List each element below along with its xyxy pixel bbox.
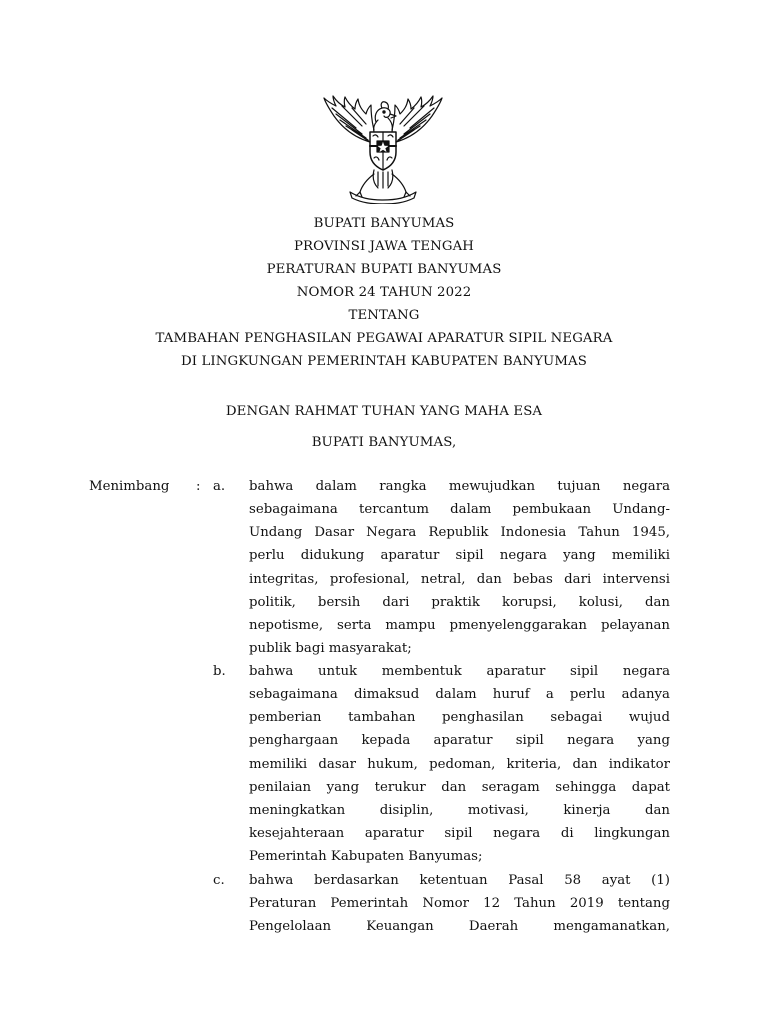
item-letter-b: b. [213, 664, 226, 679]
item-text-c [249, 869, 670, 938]
text-line: publik bagi masyarakat; [249, 640, 412, 656]
regarding-label: TENTANG [348, 308, 420, 323]
text-line: politik, bersih dari praktik korupsi, kolusi, dan [249, 594, 670, 610]
province-title: PROVINSI JAWA TENGAH [294, 239, 474, 254]
item-text-b [249, 660, 670, 868]
opening-formula [0, 396, 768, 458]
item-text-a [249, 475, 670, 660]
item-letter-a: a. [213, 479, 226, 494]
text-line: bahwa berdasarkan ketentuan Pasal 58 ayat (1) [249, 873, 670, 888]
text-line: memiliki dasar hukum, pedoman, kriteria, dan indikator [249, 756, 670, 772]
regulation-number: NOMOR 24 TAHUN 2022 [296, 285, 472, 300]
text-line: bahwa dalam rangka mewujudkan tujuan negara [249, 479, 670, 494]
menimbang-label: Menimbang [89, 479, 170, 494]
text-line: integritas, profesional, netral, dan bebas dari intervensi [249, 571, 670, 587]
text-line: sebagaimana tercantum dalam pembukaan Undang- [249, 502, 670, 518]
text-line: nepotisme, serta mampu pmenyelenggarakan pelayanan [249, 617, 670, 633]
text-line: bahwa untuk membentuk aparatur sipil negara [249, 664, 670, 679]
divine-grace-line: DENGAN RAHMAT TUHAN YANG MAHA ESA [225, 404, 543, 419]
garuda-pancasila-emblem-icon [316, 94, 450, 204]
menimbang-colon: : [196, 479, 201, 494]
text-line: Pemerintah Kabupaten Banyumas; [249, 849, 483, 865]
text-line: meningkatkan disiplin, motivasi, kinerja dan [249, 802, 670, 818]
text-line: Peraturan Pemerintah Nomor 12 Tahun 2019 tentang [249, 896, 670, 912]
item-letter-c: c. [213, 873, 225, 888]
text-line: perlu didukung aparatur sipil negara yang memiliki [249, 548, 670, 564]
text-line: penilaian yang terukur dan seragam sehingga dapat [249, 779, 670, 795]
text-line: penghargaan kepada aparatur sipil negara yang [249, 733, 670, 749]
regent-title: BUPATI BANYUMAS [313, 216, 455, 231]
regulation-subject-line-1: TAMBAHAN PENGHASILAN PEGAWAI APARATUR SIPIL NEGARA [155, 331, 613, 346]
text-line: sebagaimana dimaksud dalam huruf a perlu adanya [249, 687, 670, 703]
regulation-heading [0, 212, 768, 373]
regulation-type: PERATURAN BUPATI BANYUMAS [266, 262, 502, 277]
text-line: Pengelolaan Keuangan Daerah mengamanatkan, [249, 919, 670, 935]
text-line: pemberian tambahan penghasilan sebagai wujud [249, 710, 670, 726]
text-line: Undang Dasar Negara Republik Indonesia Tahun 1945, [249, 525, 670, 541]
regent-address-line: BUPATI BANYUMAS, [311, 435, 457, 450]
text-line: kesejahteraan aparatur sipil negara di lingkungan [249, 825, 670, 841]
regulation-subject-line-2: DI LINGKUNGAN PEMERINTAH KABUPATEN BANYUMAS [181, 354, 587, 369]
